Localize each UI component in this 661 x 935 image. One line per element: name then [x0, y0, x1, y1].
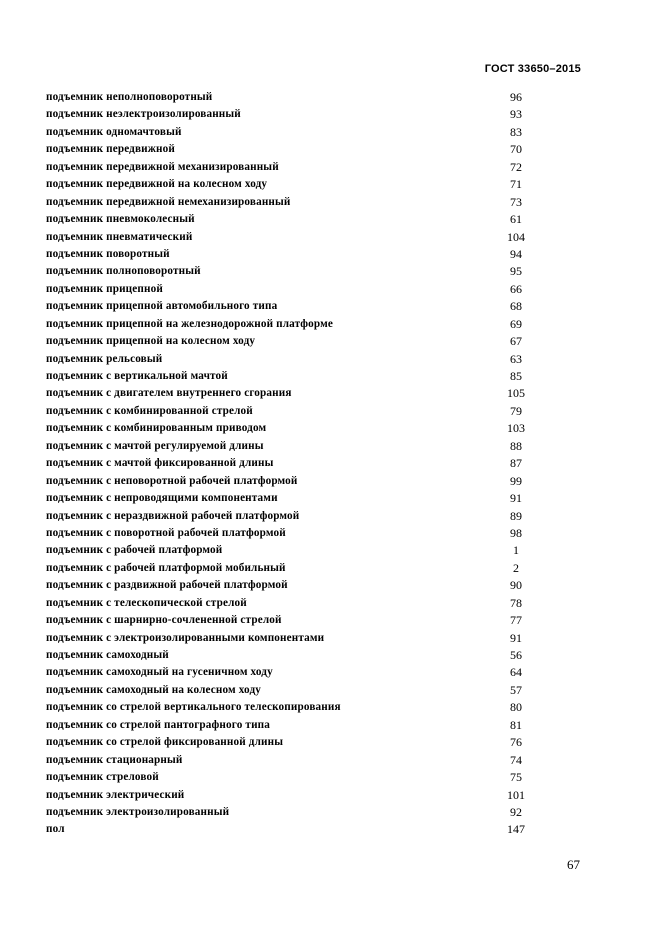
index-term: подъемник с шарнирно-сочлененной стрелой	[46, 614, 282, 627]
index-term: подъемник рельсовый	[46, 352, 163, 365]
index-term: подъемник самоходный на колесном ходу	[46, 683, 262, 696]
index-page-ref: 69	[510, 316, 522, 331]
index-page-ref: 88	[510, 438, 522, 453]
index-term: подъемник с комбинированным приводом	[46, 422, 267, 435]
index-entry	[46, 281, 586, 298]
index-term: подъемник передвижной механизированный	[46, 160, 279, 173]
index-page-ref: 147	[507, 822, 525, 837]
index-page-ref: 70	[510, 142, 522, 157]
index-entry	[46, 351, 586, 368]
index-term: подъемник пневмоколесный	[46, 213, 195, 226]
index-page-ref: 93	[510, 107, 522, 122]
index-entry	[46, 385, 586, 402]
index-entry	[46, 159, 586, 176]
index-term: подъемник с рабочей платформой мобильный	[46, 561, 286, 574]
index-entry	[46, 769, 586, 786]
index-page-ref: 90	[510, 578, 522, 593]
index-entry	[46, 211, 586, 228]
index-entry	[46, 316, 586, 333]
index-entry	[46, 490, 586, 507]
index-entry	[46, 473, 586, 490]
index-page-ref: 2	[513, 560, 519, 575]
index-entry	[46, 194, 586, 211]
index-page-ref: 101	[507, 787, 525, 802]
index-entry	[46, 804, 586, 821]
index-entry	[46, 577, 586, 594]
index-entry	[46, 403, 586, 420]
index-page-ref: 63	[510, 351, 522, 366]
index-term: подъемник пневматический	[46, 230, 193, 243]
index-page-ref: 91	[510, 491, 522, 506]
index-entry	[46, 787, 586, 804]
index-page-ref: 80	[510, 700, 522, 715]
index-term: подъемник прицепной автомобильного типа	[46, 300, 278, 313]
index-page-ref: 1	[513, 543, 519, 558]
index-page-ref: 74	[510, 752, 522, 767]
term-index-list	[46, 89, 586, 839]
index-entry	[46, 560, 586, 577]
index-page-ref: 57	[510, 682, 522, 697]
index-entry	[46, 734, 586, 751]
index-term: подъемник неполноповоротный	[46, 91, 213, 103]
index-term: подъемник со стрелой вертикального телескопирования	[46, 701, 341, 714]
index-term: подъемник с поворотной рабочей платформой	[46, 526, 286, 539]
index-page-ref: 98	[510, 525, 522, 540]
index-entry	[46, 455, 586, 472]
index-term: подъемник стационарный	[46, 753, 183, 766]
index-term: подъемник самоходный	[46, 649, 169, 661]
index-entry	[46, 752, 586, 769]
index-term: подъемник с рабочей платформой	[46, 544, 223, 557]
index-page-ref: 76	[510, 735, 522, 750]
index-entry	[46, 682, 586, 699]
index-entry	[46, 595, 586, 612]
index-page-ref: 99	[510, 473, 522, 488]
index-entry	[46, 89, 586, 106]
index-term: подъемник с мачтой фиксированной длины	[46, 457, 274, 470]
index-term: подъемник с непроводящими компонентами	[46, 492, 278, 505]
index-entry	[46, 525, 586, 542]
index-term: подъемник стреловой	[46, 771, 159, 784]
index-page-ref: 72	[510, 159, 522, 174]
index-term: подъемник с раздвижной рабочей платформой	[46, 579, 288, 592]
index-page-ref: 85	[510, 369, 522, 383]
index-entry	[46, 333, 586, 350]
index-term: подъемник с мачтой регулируемой длины	[46, 439, 264, 452]
index-entry	[46, 229, 586, 246]
index-page-ref: 61	[510, 212, 522, 227]
index-page-ref: 105	[507, 386, 525, 401]
index-term: подъемник со стрелой пантографного типа	[46, 718, 270, 731]
index-term: подъемник электроизолированный	[46, 805, 230, 818]
index-page-ref: 78	[510, 595, 522, 610]
index-page-ref: 103	[507, 421, 525, 436]
index-page-ref: 64	[510, 665, 522, 680]
index-term: подъемник передвижной немеханизированный	[46, 195, 291, 208]
index-term: подъемник прицепной на колесном ходу	[46, 335, 256, 348]
index-entry	[46, 699, 586, 716]
index-page-ref: 83	[510, 124, 522, 139]
index-term: подъемник с электроизолированными компонентами	[46, 631, 325, 644]
index-term: подъемник с телескопической стрелой	[46, 596, 247, 609]
index-entry	[46, 647, 586, 664]
index-entry	[46, 124, 586, 141]
index-entry	[46, 246, 586, 263]
index-term: пол	[46, 823, 65, 836]
index-page-ref: 66	[510, 281, 522, 296]
index-entry	[46, 438, 586, 455]
index-term: подъемник электрический	[46, 788, 185, 801]
index-page-ref: 104	[507, 229, 525, 244]
index-term: подъемник полноповоротный	[46, 265, 201, 278]
index-term: подъемник самоходный на гусеничном ходу	[46, 666, 273, 679]
index-page-ref: 96	[510, 90, 522, 104]
index-term: подъемник прицепной на железнодорожной платформе	[46, 317, 333, 330]
index-entry	[46, 298, 586, 315]
index-term: подъемник с нераздвижной рабочей платформой	[46, 509, 300, 522]
document-standard-header: ГОСТ 33650–2015	[484, 63, 581, 75]
index-page-ref: 92	[510, 804, 522, 819]
index-entry	[46, 420, 586, 437]
index-entry	[46, 508, 586, 525]
index-page-ref: 95	[510, 264, 522, 279]
index-entry	[46, 176, 586, 193]
index-term: подъемник прицепной	[46, 282, 163, 295]
index-term: подъемник поворотный	[46, 247, 170, 260]
index-page-ref: 87	[510, 456, 522, 471]
index-term: подъемник с неповоротной рабочей платформой	[46, 474, 298, 487]
index-entry	[46, 141, 586, 158]
index-term: подъемник с двигателем внутреннего сгорания	[46, 387, 292, 400]
index-entry	[46, 664, 586, 681]
index-entry	[46, 106, 586, 123]
index-page-ref: 89	[510, 508, 522, 523]
index-entry	[46, 717, 586, 734]
index-page-ref: 81	[510, 717, 522, 732]
index-page-ref: 67	[510, 334, 522, 349]
index-term: подъемник неэлектроизолированный	[46, 108, 241, 121]
index-page-ref: 77	[510, 613, 522, 628]
index-page-ref: 71	[510, 177, 522, 192]
index-entry	[46, 821, 586, 838]
index-term: подъемник с вертикальной мачтой	[46, 370, 228, 382]
page-number: 67	[567, 857, 580, 872]
index-page-ref: 79	[510, 403, 522, 418]
index-entry	[46, 612, 586, 629]
index-term: подъемник со стрелой фиксированной длины	[46, 736, 284, 749]
index-page-ref: 68	[510, 299, 522, 314]
index-term: подъемник одномачтовый	[46, 125, 182, 138]
index-page-ref: 94	[510, 246, 522, 261]
index-entry	[46, 542, 586, 559]
index-page-ref: 91	[510, 630, 522, 645]
index-page-ref: 56	[510, 648, 522, 662]
index-term: подъемник передвижной на колесном ходу	[46, 178, 268, 191]
index-entry	[46, 368, 586, 385]
index-entry	[46, 630, 586, 647]
index-page-ref: 75	[510, 770, 522, 785]
index-term: подъемник с комбинированной стрелой	[46, 404, 253, 417]
index-entry	[46, 263, 586, 280]
index-page-ref: 73	[510, 194, 522, 209]
index-term: подъемник передвижной	[46, 143, 175, 156]
